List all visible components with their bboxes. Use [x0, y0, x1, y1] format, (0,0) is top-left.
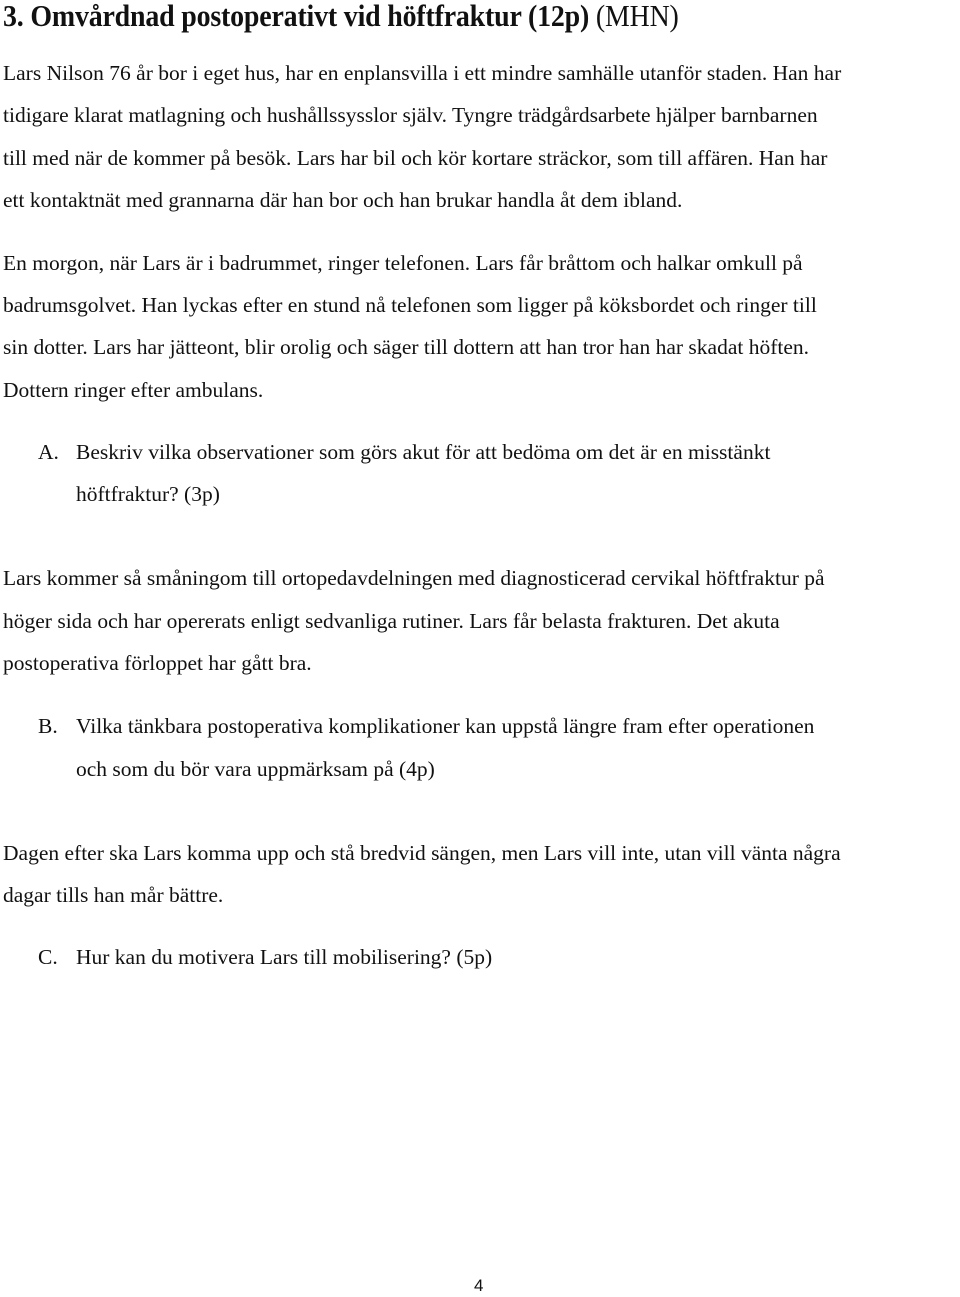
text-line: Dottern ringer efter ambulans. — [3, 378, 264, 402]
question-c-text: Hur kan du motivera Lars till mobilisering? (5p) — [76, 945, 493, 969]
text-line: Dagen efter ska Lars komma upp och stå bredvid sängen, men Lars vill inte, utan vill vänta några — [3, 841, 841, 865]
text-line: sin dotter. Lars har jätteont, blir orolig och säger till dottern att han tror han har skadat höften. — [3, 335, 810, 359]
text-line: Lars kommer så småningom till ortopedavdelningen med diagnosticerad cervikal höftfraktur på — [3, 566, 825, 590]
question-a-text: höftfraktur? (3p) — [76, 482, 220, 506]
text-line: höger sida och har opererats enligt sedvanliga rutiner. Lars får belasta frakturen. Det akuta — [3, 609, 780, 633]
text-line: tidigare klarat matlagning och hushållssysslor själv. Tyngre trädgårdsarbete hjälper barnbarnen — [3, 103, 818, 127]
question-b-text: Vilka tänkbara postoperativa komplikationer kan uppstå längre fram efter operationen — [76, 714, 815, 738]
text-line: En morgon, när Lars är i badrummet, ringer telefonen. Lars får bråttom och halkar omkull på — [3, 251, 803, 275]
question-c-label: C. — [38, 945, 58, 969]
section-heading — [3, 0, 679, 34]
text-line: Lars Nilson 76 år bor i eget hus, har en enplansvilla i ett mindre samhälle utanför staden. Han har — [3, 61, 842, 85]
text-line: postoperativa förloppet har gått bra. — [3, 651, 312, 675]
question-b-text: och som du bör vara uppmärksam på (4p) — [76, 757, 435, 781]
text-line: badrumsgolvet. Han lyckas efter en stund nå telefonen som ligger på köksbordet och ringer till — [3, 293, 817, 317]
text-line: dagar tills han mår bättre. — [3, 883, 224, 907]
heading-text: 3. Omvårdnad postoperativt vid höftfraktur (12p) — [3, 0, 590, 33]
text-line: till med när de kommer på besök. Lars har bil och kör kortare sträckor, som till affären. Han har — [3, 146, 828, 170]
page-number: 4 — [474, 1276, 484, 1295]
question-b-label: B. — [38, 714, 58, 738]
heading-tag: (MHN) — [595, 0, 679, 33]
question-a-label: A. — [38, 440, 59, 464]
question-a-text: Beskriv vilka observationer som görs akut för att bedöma om det är en misstänkt — [76, 440, 771, 464]
text-line: ett kontaktnät med grannarna där han bor och han brukar handla åt dem ibland. — [3, 188, 683, 212]
